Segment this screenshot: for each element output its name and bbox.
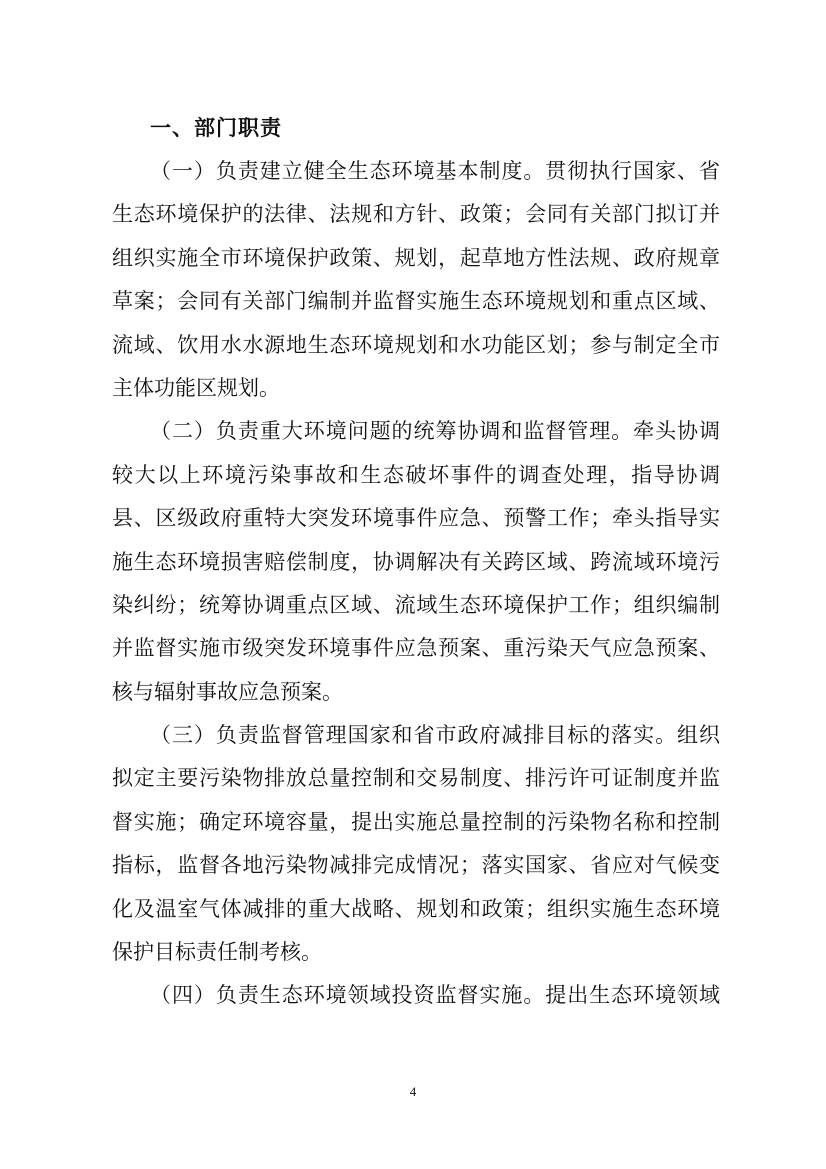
paragraph-line: 流域、饮用水水源地生态环境规划和水功能区划；参与制定全市	[112, 332, 720, 357]
paragraph-line: 染纠纷；统筹协调重点区域、流域生态环境保护工作；组织编制	[112, 592, 720, 617]
paragraph-line: 并监督实施市级突发环境事件应急预案、重污染天气应急预案、	[112, 636, 720, 661]
paragraph-line: 保护目标责任制考核。	[112, 940, 322, 965]
section-heading: 一、部门职责	[150, 116, 282, 140]
paragraph	[112, 974, 720, 1017]
page-number: 4	[409, 1084, 417, 1099]
paragraph-line: 草案；会同有关部门编制并监督实施生态环境规划和重点区域、	[112, 289, 720, 314]
paragraph-line: 县、区级政府重特大突发环境事件应急、预警工作；牵头指导实	[112, 506, 720, 531]
paragraph-line: 施生态环境损害赔偿制度，协调解决有关跨区域、跨流域环境污	[112, 549, 720, 574]
paragraph-line: 主体功能区规划。	[112, 375, 280, 400]
paragraph	[112, 410, 720, 714]
paragraph-line: （二）负责重大环境问题的统筹协调和监督管理。牵头协调	[150, 419, 720, 444]
paragraph-line: 组织实施全市环境保护政策、规划，起草地方性法规、政府规章	[112, 245, 720, 270]
paragraph-line: 生态环境保护的法律、法规和方针、政策；会同有关部门拟订并	[112, 202, 720, 227]
paragraph-line: （四）负责生态环境领域投资监督实施。提出生态环境领域	[150, 983, 720, 1008]
paragraph	[112, 714, 720, 974]
paragraph-line: 督实施；确定环境容量，提出实施总量控制的污染物名称和控制	[112, 809, 720, 834]
paragraph-line: 较大以上环境污染事故和生态破坏事件的调查处理，指导协调	[112, 462, 720, 487]
paragraph	[112, 150, 720, 410]
paragraph-line: 化及温室气体减排的重大战略、规划和政策；组织实施生态环境	[112, 896, 720, 921]
paragraph-line: （一）负责建立健全生态环境基本制度。贯彻执行国家、省	[150, 159, 720, 183]
paragraph-line: 指标，监督各地污染物减排完成情况；落实国家、省应对气候变	[112, 853, 720, 878]
paragraph-line: 核与辐射事故应急预案。	[112, 679, 343, 704]
paragraph-line: 拟定主要污染物排放总量控制和交易制度、排污许可证制度并监	[112, 766, 720, 791]
document-body	[112, 150, 720, 1018]
paragraph-line: （三）负责监督管理国家和省市政府减排目标的落实。组织	[150, 723, 720, 748]
